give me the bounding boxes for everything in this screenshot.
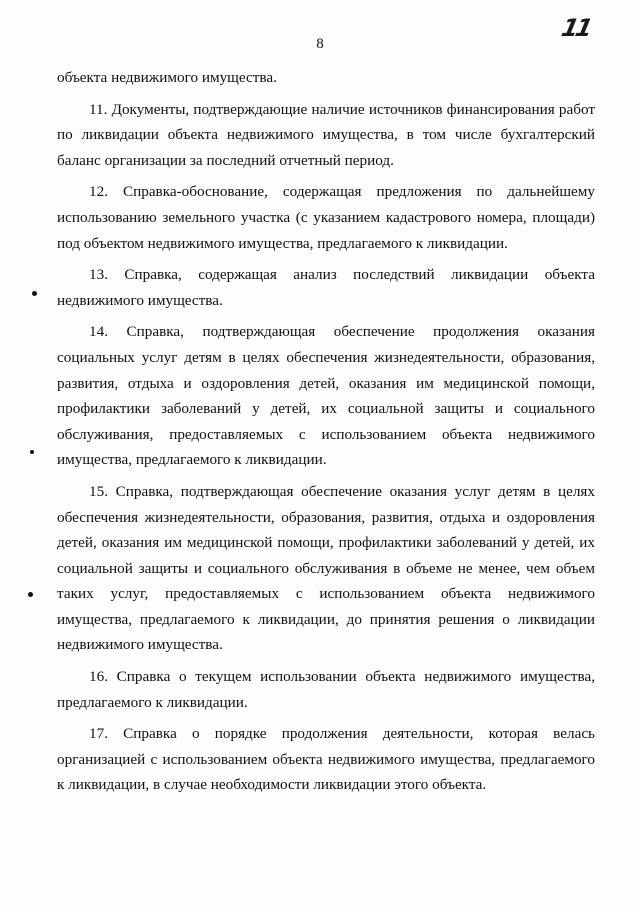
paragraph-continuation: объекта недвижимого имущества. [57,69,277,86]
document-body [57,65,595,804]
paragraph-item-11: 11. Документы, подтверждающие наличие источников финансирования работ по ликвидации объекта недвижимого имущества, в том числе бухгалтерский баланс организации за последний отчетный период. [57,100,595,169]
page-number: 8 [316,36,324,52]
handwritten-sheet-number: 11 [559,14,593,42]
paragraph-item-16: 16. Справка о текущем использовании объекта недвижимого имущества, предлагаемого к ликвидации. [57,668,595,711]
paragraph-item-13: 13. Справка, содержащая анализ последствий ликвидации объекта недвижимого имущества. [57,266,595,309]
paragraph-item-15: 15. Справка, подтверждающая обеспечение оказания услуг детям в целях обеспечения жизнедеятельности, образования, развития, отдыха и оздоровления детей, оказания им медицинской помощи, профилактики заболеваний у детей, их социальной защиты и социального обслуживания в объеме не менее, чем объем таких услуг, предоставляемых с использованием объекта недвижимого имущества, предлагаемого к ликвидации, до принятия решения о ликвидации недвижимого имущества. [57,482,595,654]
punch-hole-mark [28,592,33,597]
paragraph-item-17: 17. Справка о порядке продолжения деятельности, которая велась организацией с использованием объекта недвижимого имущества, предлагаемого к ликвидации, в случае необходимости ликвидации этого объекта. [57,725,595,794]
paragraph-item-12: 12. Справка-обоснование, содержащая предложения по дальнейшему использованию земельного участка (с указанием кадастрового номера, площади) под объектом недвижимого имущества, предлагаемого к ликвидации. [57,183,595,252]
paragraph-item-14: 14. Справка, подтверждающая обеспечение продолжения оказания социальных услуг детям в целях обеспечения жизнедеятельности, образования, развития, отдыха и оздоровления детей, оказания им медицинской помощи, профилактики заболеваний у детей, их социальной защиты и социального обслуживания, предоставляемых с использованием объекта недвижимого имущества, предлагаемого к ликвидации. [57,323,595,469]
punch-hole-mark [30,450,34,454]
punch-hole-mark [32,291,37,296]
